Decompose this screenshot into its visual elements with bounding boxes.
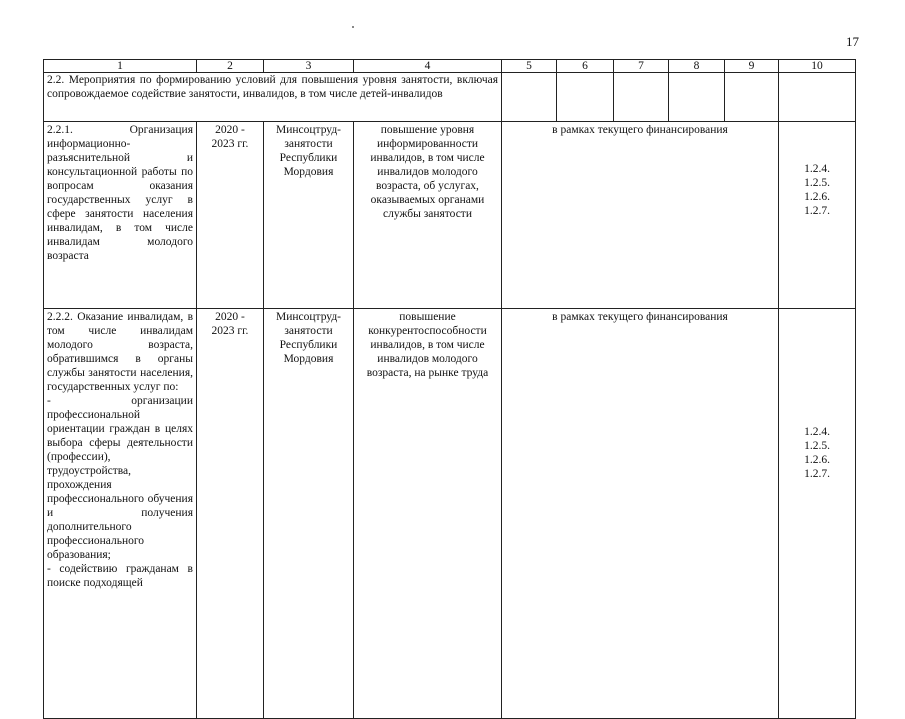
col-header-3: 3: [264, 60, 354, 73]
section-cell-6: [557, 73, 614, 122]
section-row: [44, 73, 856, 122]
col-header-7: 7: [614, 60, 669, 73]
col-header-5: 5: [502, 60, 557, 73]
header-row: [44, 60, 856, 73]
measure-indicator-codes: 1.2.4. 1.2.5. 1.2.6. 1.2.7.: [779, 309, 856, 719]
col-header-1: 1: [44, 60, 197, 73]
page-number: 17: [846, 34, 859, 49]
measure-name: 2.2.2. Оказание инвалидам, в том числе инвалидам молодого возраста, обратившимся в органы службы занятости населения, государственных услуг по: - организации профессиональной ориентации граждан в целях выбора сферы деятельности (профессии), трудоустройства, прохождения профессионального обучения и получения дополнительного профессионального образования; - содействию гражданам в поиске подходящей: [44, 309, 197, 719]
measures-table: [43, 59, 856, 719]
measure-result: повышение уровня информированности инвалидов, в том числе инвалидов молодого возраста, об услугах, оказываемых органами службы занятости: [354, 122, 502, 309]
table-row: [44, 309, 856, 719]
col-header-4: 4: [354, 60, 502, 73]
measure-indicator-codes: 1.2.4. 1.2.5. 1.2.6. 1.2.7.: [779, 122, 856, 309]
col-header-8: 8: [669, 60, 725, 73]
measure-period: 2020 - 2023 гг.: [197, 122, 264, 309]
col-header-9: 9: [725, 60, 779, 73]
section-title: 2.2. Мероприятия по формированию условий для повышения уровня занятости, включая сопровождаемое содействие занятости, инвалидов, в том числе детей-инвалидов: [44, 73, 502, 122]
measure-period: 2020 - 2023 гг.: [197, 309, 264, 719]
section-cell-10: [779, 73, 856, 122]
section-cell-9: [725, 73, 779, 122]
section-cell-8: [669, 73, 725, 122]
measure-executor: Минсоцтруд- занятости Республики Мордовия: [264, 122, 354, 309]
col-header-6: 6: [557, 60, 614, 73]
table-row: [44, 122, 856, 309]
measure-executor: Минсоцтруд- занятости Республики Мордовия: [264, 309, 354, 719]
measure-result: повышение конкурентоспособности инвалидов, в том числе инвалидов молодого возраста, на рынке труда: [354, 309, 502, 719]
section-cell-5: [502, 73, 557, 122]
scan-speck: [352, 26, 354, 28]
section-cell-7: [614, 73, 669, 122]
col-header-2: 2: [197, 60, 264, 73]
measure-financing: в рамках текущего финансирования: [502, 122, 779, 309]
measure-financing: в рамках текущего финансирования: [502, 309, 779, 719]
col-header-10: 10: [779, 60, 856, 73]
measure-name: 2.2.1. Организация информационно-разъяснительной и консультационной работы по вопросам оказания государственных услуг в сфере занятости населения инвалидам, в том числе инвалидам молодого возраста: [44, 122, 197, 309]
